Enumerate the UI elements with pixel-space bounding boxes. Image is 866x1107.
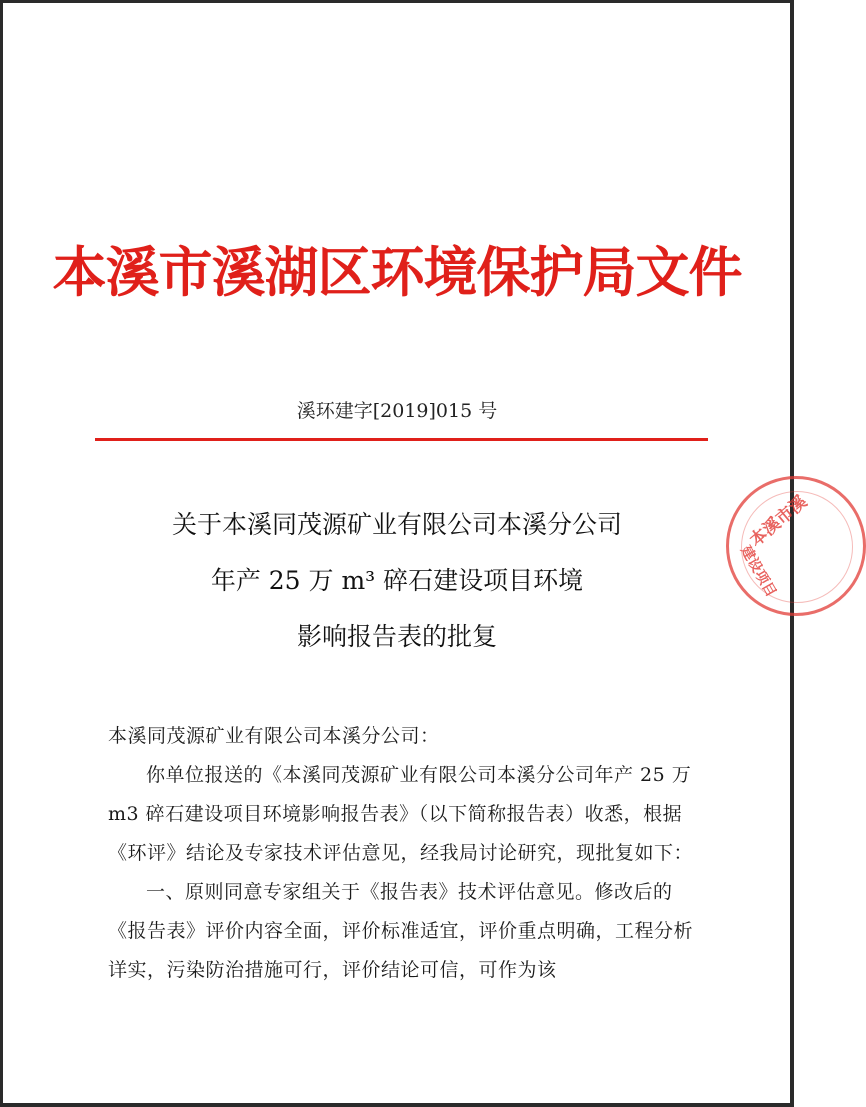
official-seal — [726, 476, 866, 616]
document-body — [108, 717, 698, 990]
subject-line-3: 影响报告表的批复 — [296, 622, 497, 651]
document-header-title: 本溪市溪湖区环境保护局文件 — [52, 240, 742, 304]
document-number: 溪环建字[2019]015 号 — [296, 400, 498, 422]
body-paragraph-2: 一、原则同意专家组关于《报告表》技术评估意见。修改后的《报告表》评价内容全面，评价标准适宜，评价重点明确，工程分析详实，污染防治措施可行，评价结论可信，可作为该 — [108, 881, 694, 981]
addressee: 本溪同茂源矿业有限公司本溪分公司： — [108, 725, 440, 747]
scan-border-top — [0, 0, 794, 3]
seal-text-top: 本溪市溪 — [746, 491, 812, 551]
scan-border-bottom — [0, 1103, 794, 1107]
subject-line-1: 关于本溪同茂源矿业有限公司本溪分公司 — [171, 510, 622, 539]
document-subject — [0, 497, 794, 665]
body-paragraph-1: 你单位报送的《本溪同茂源矿业有限公司本溪分公司年产 25 万 m3 碎石建设项目环境影响报告表》（以下简称报告表）收悉，根据《环评》结论及专家技术评估意见，经我局讨论研究，现批复如下： — [108, 764, 694, 864]
red-separator-line — [95, 438, 708, 441]
seal-text-side: 建设项目 — [737, 543, 780, 600]
subject-line-2: 年产 25 万 m³ 碎石建设项目环境 — [210, 566, 584, 595]
